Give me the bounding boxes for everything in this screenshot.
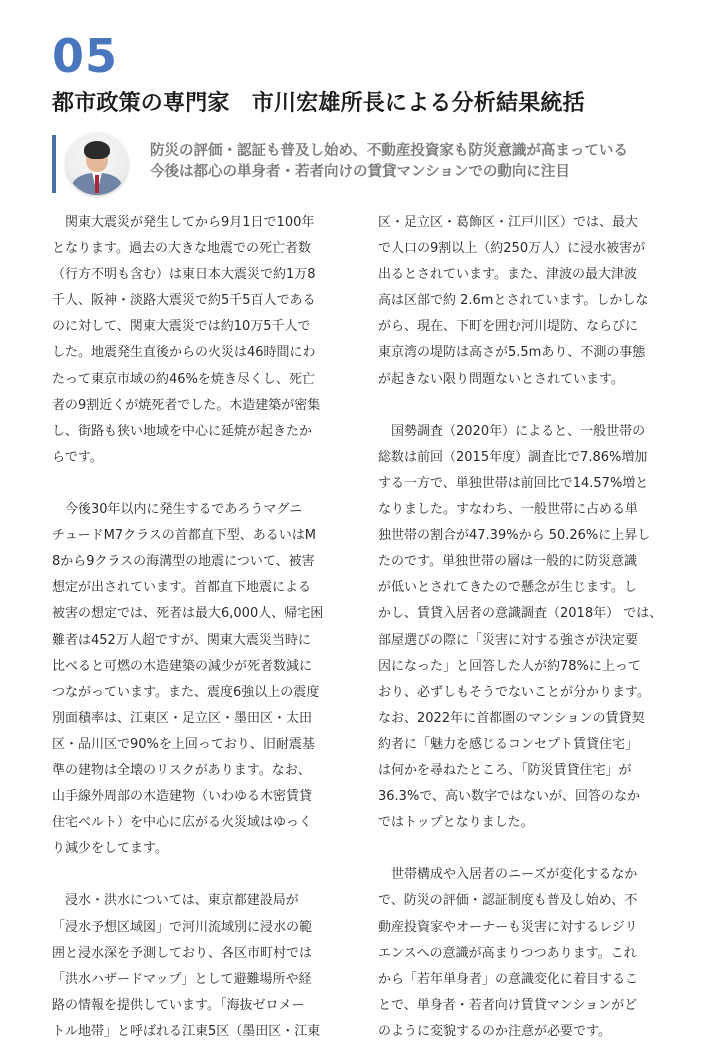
body-line: で人口の9割以上（約250万人）に浸水被害が [378,241,646,257]
body-line: とで、単身者・若者向け賃貸マンションがど [378,997,638,1013]
body-line: り減少をしてます。 [52,841,168,857]
body-line: 高は区部で約 2.6mとされています。しかしな [378,293,649,309]
body-line: のに対して、関東大震災では約10万5千人で [52,319,311,335]
section-number: 05 [52,29,119,83]
body-line: ではトップとなりました。 [378,815,534,831]
body-line: 動産投資家やオーナーも災害に対するレジリ [378,919,638,935]
body-line: 総数は前回（2015年度）調査比で7.86%増加 [378,449,648,465]
body-line: 東京湾の堤防は高さが5.5mあり、不測の事態 [378,345,646,361]
body-line: が低いとされてきたので懸念が生じます。し [378,580,637,596]
body-line: 比べると可燃の木造建築の減少が死者数減に [52,658,313,674]
body-line: 千人、阪神・淡路大震災で約5千5百人である [52,293,316,309]
body-line: エンスへの意識が高まりつつあります。これ [378,945,637,961]
paragraph-gap [378,393,668,419]
body-line: し、街路も狭い地域を中心に延焼が起きたか [52,423,313,439]
body-line: 因になった」と回答した人が約78%に上って [378,658,641,674]
body-line: で、防災の評価・認証制度も普及し始め、不 [378,893,638,909]
body-line: 囲と浸水深を予測しており、各区市町村では [52,945,313,961]
body-line: 部屋選びの際に「災害に対する強さが決定要 [378,632,639,648]
body-line: らです。 [52,449,103,465]
body-column-left [52,210,342,1045]
body-line: 約者に「魅力を感じるコンセプト賃貸住宅」 [378,736,639,752]
body-line: から「若年単身者」の意識変化に着目するこ [378,971,639,987]
body-line: つながっています。また、震度6強以上の震度 [52,684,320,700]
page-title: 都市政策の専門家 市川宏雄所長による分析結果統括 [52,91,585,116]
body-line: 関東大震災が発生してから9月1日で100年 [52,215,315,230]
body-line: たって東京市域の約46%を焼き尽くし、死亡 [52,371,315,387]
body-line: 国勢調査（2020年）によると、一般世帯の [378,423,646,439]
paragraph-gap [52,862,342,888]
body-line: 出るとされています。また、津波の最大津波 [378,267,637,283]
body-line: 独世帯の割合が47.39%から 50.26%に上昇し [378,528,651,544]
paragraph-gap [52,471,342,497]
body-line: 住宅ベルト）を中心に広がる火災域はゆっく [52,815,312,831]
body-line: チュードM7クラスの首都直下型、あるいはM [52,528,316,544]
body-line: （行方不明も含む）は東日本大震災で約1万8 [52,267,316,283]
body-line: おり、必ずしもそうでないことが分かります。 [378,684,650,700]
body-line: となります。過去の大きな地震での死亡者数 [52,241,311,257]
body-line: 別面積率は、江東区・足立区・墨田区・太田 [52,710,313,726]
body-line: 準の建物は全壊のリスクがあります。なお、 [52,762,311,778]
body-line: した。地震発生直後からの火災は46時間にわ [52,345,316,361]
body-line: のように変貌するのか注意が必要です。 [378,1023,611,1039]
body-line: なりました。すなわち、一般世帯に占める単 [378,502,639,518]
body-line: 区・足立区・葛飾区・江戸川区）では、最大 [378,215,639,230]
accent-bar [52,135,56,193]
body-line: 被害の想定では、死者は最大6,000人、帰宅困 [52,606,324,622]
lead-block [52,133,692,197]
body-line: 想定が出されています。首都直下地震による [52,580,311,596]
body-line: かし、賃貸入居者の意識調査（2018年） では、 [378,606,663,622]
lead-text [150,141,628,183]
lead-line: 今後は都心の単身者・若者向けの賃貸マンションでの動向に注目 [150,164,570,180]
body-line: 今後30年以内に発生するであろうマグニ [52,502,303,518]
body-line: たのです。単独世帯の層は一般的に防災意識 [378,554,637,570]
body-line: 浸水・洪水については、東京都建設局が [52,893,299,909]
body-line: 「浸水予想区域図」で河川流域別に浸水の範 [52,919,313,935]
body-line: が起きない限り問題ないとされています。 [378,371,624,387]
body-line: がら、現在、下町を囲む河川堤防、ならびに [378,319,639,335]
body-line: 8から9クラスの海溝型の地震について、被害 [52,554,315,570]
paragraph-gap [378,836,668,862]
body-line: 区・品川区で90%を上回っており、旧耐震基 [52,736,315,752]
body-line: 者の9割近くが焼死者でした。木造建築が密集 [52,397,321,413]
lead-line: 防災の評価・認証も普及し始め、不動産投資家も防災意識が高まっている [150,143,628,159]
body-line: 路の情報を提供しています。「海抜ゼロメー [52,997,305,1013]
body-column-right [378,210,668,1045]
body-line: 36.3%で、高い数字ではないが、回答のなか [378,789,641,805]
person-portrait-icon [66,133,128,195]
body-line: 山手線外周部の木造建物（いわゆる木密賃貸 [52,789,313,805]
body-line: 難者は452万人超ですが、関東大震災当時に [52,632,311,648]
body-line: 「洪水ハザードマップ」として避難場所や経 [52,971,312,987]
body-line: は何かを尋ねたところ、「防災賃貸住宅」が [378,762,632,778]
body-line: トル地帯」と呼ばれる江東5区（墨田区・江東 [52,1023,321,1039]
body-line: する一方で、単独世帯は前回比で14.57%増と [378,475,649,491]
body-line: 世帯構成や入居者のニーズが変化するなか [378,867,638,883]
body-line: なお、2022年に首都圏のマンションの賃貸契 [378,710,645,726]
